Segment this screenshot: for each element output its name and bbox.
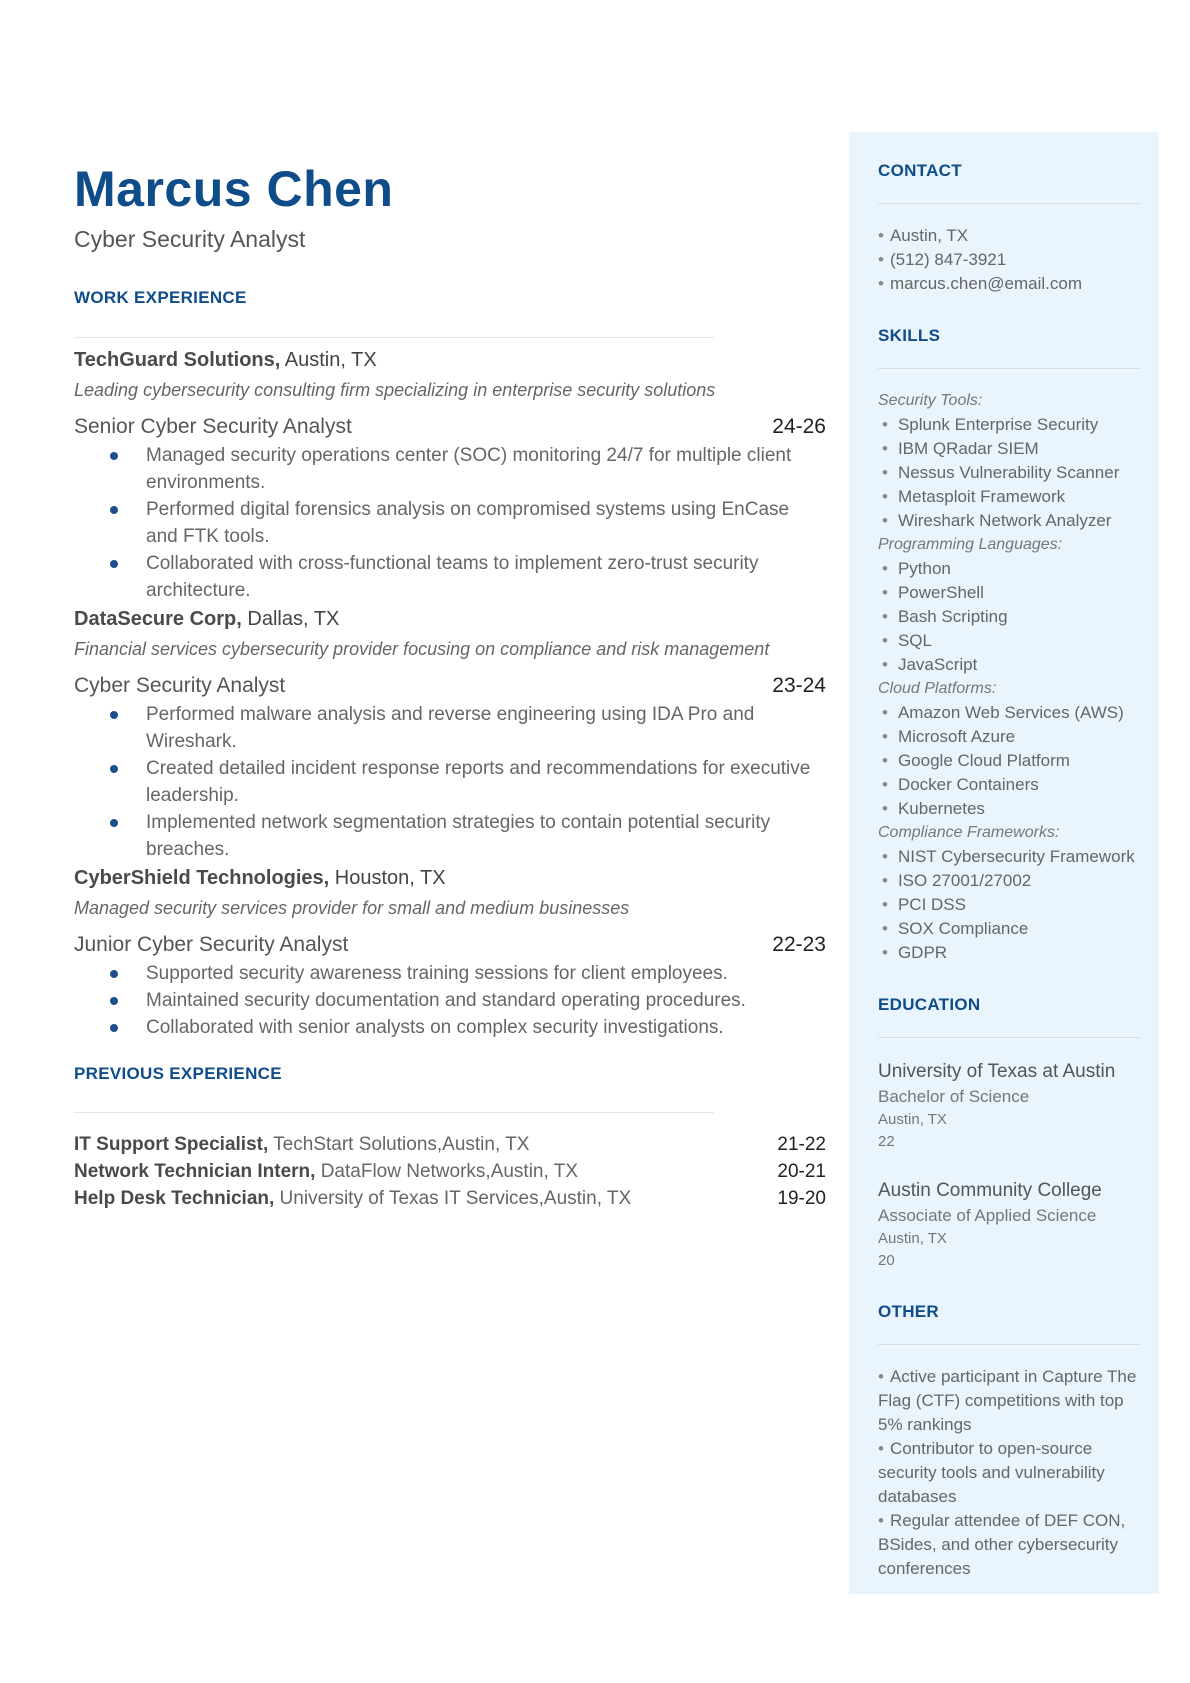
contact-email xyxy=(878,272,1140,296)
job-bullet-text: Maintained security documentation and standard operating procedures. xyxy=(146,990,746,1011)
job-role-row xyxy=(74,411,826,442)
job-bullets xyxy=(74,442,826,604)
job-entry xyxy=(74,863,826,1041)
other-item-text: Regular attendee of DEF CON, BSides, and other cybersecurity conferences xyxy=(878,1511,1126,1578)
skill-item-text: PCI DSS xyxy=(897,895,966,914)
job-bullet-text: Managed security operations center (SOC) monitoring 24/7 for multiple client environments. xyxy=(146,445,792,493)
skill-item xyxy=(878,485,1140,509)
job-company-line xyxy=(74,604,826,634)
job-company-line xyxy=(74,863,826,893)
other-item-text: Active participant in Capture The Flag (CTF) competitions with top 5% rankings xyxy=(878,1367,1137,1434)
job-location: Austin, TX xyxy=(280,349,377,371)
skill-item xyxy=(878,461,1140,485)
skill-item xyxy=(878,725,1140,749)
other-item-text: Contributor to open-source security tools and vulnerability databases xyxy=(878,1439,1105,1506)
previous-org: University of Texas IT Services,Austin, TX xyxy=(274,1188,632,1209)
education-year: 20 xyxy=(878,1252,895,1269)
education-year: 22 xyxy=(878,1133,895,1150)
previous-role-row xyxy=(74,1185,826,1212)
job-bullet xyxy=(110,496,826,550)
skill-item xyxy=(878,869,1140,893)
skill-item-text: JavaScript xyxy=(897,655,978,674)
job-location: Houston, TX xyxy=(329,867,446,889)
skills-heading: SKILLS xyxy=(878,326,941,345)
job-bullet-text: Performed malware analysis and reverse engineering using IDA Pro and Wireshark. xyxy=(146,704,755,752)
skill-item xyxy=(878,413,1140,437)
skill-item-text: NIST Cybersecurity Framework xyxy=(897,847,1135,866)
bullet-icon: • xyxy=(882,919,888,938)
skills-divider xyxy=(878,368,1140,369)
skill-item xyxy=(878,581,1140,605)
skill-item-text: Docker Containers xyxy=(897,775,1039,794)
skill-item xyxy=(878,653,1140,677)
previous-role: Help Desk Technician, xyxy=(74,1188,275,1209)
job-role: Junior Cyber Security Analyst xyxy=(74,933,349,956)
skill-item xyxy=(878,797,1140,821)
education-divider xyxy=(878,1037,1140,1038)
candidate-name: Marcus Chen xyxy=(74,161,394,217)
skill-item-text: IBM QRadar SIEM xyxy=(897,439,1039,458)
bullet-icon: • xyxy=(878,1439,884,1458)
job-bullet xyxy=(110,550,826,604)
bullet-icon: • xyxy=(878,1511,884,1530)
education-degree: Bachelor of Science xyxy=(878,1087,1030,1106)
skill-item xyxy=(878,557,1140,581)
bullet-icon: • xyxy=(878,250,884,269)
skill-item xyxy=(878,437,1140,461)
previous-years: 20-21 xyxy=(777,1161,826,1182)
skill-category: Programming Languages: xyxy=(878,536,1063,553)
skill-item-text: GDPR xyxy=(897,943,948,962)
job-bullet xyxy=(110,987,826,1014)
bullet-icon: • xyxy=(882,631,888,650)
bullet-dot-icon xyxy=(110,997,118,1005)
job-entry xyxy=(74,604,826,863)
job-bullet xyxy=(110,442,826,496)
sidebar-content xyxy=(878,132,1140,1581)
job-company-line xyxy=(74,345,826,375)
bullet-icon: • xyxy=(882,871,888,890)
job-tagline: Managed security services provider for small and medium businesses xyxy=(74,898,630,918)
previous-experience-heading: PREVIOUS EXPERIENCE xyxy=(74,1064,282,1083)
bullet-icon: • xyxy=(882,559,888,578)
skill-category: Compliance Frameworks: xyxy=(878,824,1060,841)
job-bullet-text: Collaborated with cross-functional teams to implement zero-trust security architecture. xyxy=(146,553,759,601)
bullet-icon: • xyxy=(882,727,888,746)
contact-divider xyxy=(878,203,1140,204)
bullet-icon: • xyxy=(882,583,888,602)
previous-role-row xyxy=(74,1158,826,1185)
bullet-icon: • xyxy=(882,943,888,962)
bullet-icon: • xyxy=(882,799,888,818)
education-entry xyxy=(878,1058,1140,1153)
bullet-dot-icon xyxy=(110,1024,118,1032)
skill-item-text: SQL xyxy=(897,631,932,650)
skill-item-text: Bash Scripting xyxy=(897,607,1008,626)
education-heading: EDUCATION xyxy=(878,995,981,1014)
job-bullet-text: Performed digital forensics analysis on compromised systems using EnCase and FTK tools. xyxy=(146,499,790,547)
previous-years: 19-20 xyxy=(777,1188,826,1209)
education-location: Austin, TX xyxy=(878,1111,947,1128)
job-bullet xyxy=(110,755,826,809)
education-entry xyxy=(878,1177,1140,1272)
other-item xyxy=(878,1437,1140,1509)
skill-item-text: Amazon Web Services (AWS) xyxy=(897,703,1124,722)
bullet-dot-icon xyxy=(110,711,118,719)
bullet-icon: • xyxy=(882,487,888,506)
skill-item xyxy=(878,509,1140,533)
bullet-dot-icon xyxy=(110,970,118,978)
previous-experience-divider xyxy=(74,1112,714,1113)
job-bullets xyxy=(74,701,826,863)
bullet-dot-icon xyxy=(110,765,118,773)
job-entry xyxy=(74,345,826,604)
other-item xyxy=(878,1365,1140,1437)
job-location: Dallas, TX xyxy=(241,608,340,630)
bullet-icon: • xyxy=(882,607,888,626)
other-item xyxy=(878,1509,1140,1581)
sidebar xyxy=(849,132,1159,1594)
skill-item xyxy=(878,629,1140,653)
bullet-dot-icon xyxy=(110,560,118,568)
candidate-title: Cyber Security Analyst xyxy=(74,226,306,252)
job-years: 22-23 xyxy=(772,933,826,956)
education-school: University of Texas at Austin xyxy=(878,1061,1116,1082)
skill-item xyxy=(878,917,1140,941)
skill-item-text: Metasploit Framework xyxy=(897,487,1066,506)
job-company: TechGuard Solutions, xyxy=(74,349,281,371)
job-tagline: Leading cybersecurity consulting firm specializing in enterprise security solutions xyxy=(74,380,716,400)
job-role-row xyxy=(74,670,826,701)
skill-item xyxy=(878,893,1140,917)
job-bullet-text: Collaborated with senior analysts on complex security investigations. xyxy=(146,1017,724,1038)
education-school: Austin Community College xyxy=(878,1180,1102,1201)
skill-item xyxy=(878,845,1140,869)
skill-item-text: SOX Compliance xyxy=(897,919,1029,938)
contact-phone xyxy=(878,248,1140,272)
bullet-icon: • xyxy=(882,463,888,482)
job-company: CyberShield Technologies, xyxy=(74,867,330,889)
job-bullet xyxy=(110,809,826,863)
job-tagline: Financial services cybersecurity provider focusing on compliance and risk management xyxy=(74,639,770,659)
skill-item-text: Wireshark Network Analyzer xyxy=(897,511,1112,530)
job-years: 23-24 xyxy=(772,674,826,697)
job-role: Cyber Security Analyst xyxy=(74,674,286,697)
contact-email-text: marcus.chen@email.com xyxy=(889,274,1082,293)
skill-item-text: Google Cloud Platform xyxy=(897,751,1070,770)
contact-location xyxy=(878,224,1140,248)
skill-item-text: ISO 27001/27002 xyxy=(897,871,1032,890)
other-divider xyxy=(878,1344,1140,1345)
skill-item-text: Nessus Vulnerability Scanner xyxy=(897,463,1120,482)
job-role-row xyxy=(74,929,826,960)
bullet-icon: • xyxy=(882,751,888,770)
skill-item xyxy=(878,701,1140,725)
other-heading: OTHER xyxy=(878,1302,939,1321)
job-bullet-text: Created detailed incident response reports and recommendations for executive leadership. xyxy=(146,758,811,806)
job-bullet-text: Supported security awareness training sessions for client employees. xyxy=(146,963,728,984)
job-years: 24-26 xyxy=(772,415,826,438)
bullet-icon: • xyxy=(882,775,888,794)
skill-item xyxy=(878,773,1140,797)
bullet-icon: • xyxy=(878,274,884,293)
job-bullet xyxy=(110,960,826,987)
previous-role: IT Support Specialist, xyxy=(74,1134,269,1155)
work-experience-heading: WORK EXPERIENCE xyxy=(74,288,247,307)
skill-item-text: Kubernetes xyxy=(897,799,985,818)
contact-heading: CONTACT xyxy=(878,161,962,180)
skill-item-text: PowerShell xyxy=(897,583,984,602)
contact-location-text: Austin, TX xyxy=(889,226,969,245)
previous-role: Network Technician Intern, xyxy=(74,1161,316,1182)
bullet-icon: • xyxy=(878,1367,884,1386)
bullet-icon: • xyxy=(882,703,888,722)
bullet-icon: • xyxy=(882,415,888,434)
skill-item-text: Python xyxy=(897,559,951,578)
bullet-icon: • xyxy=(882,511,888,530)
bullet-dot-icon xyxy=(110,819,118,827)
previous-org: TechStart Solutions,Austin, TX xyxy=(268,1134,530,1155)
bullet-icon: • xyxy=(882,439,888,458)
job-role: Senior Cyber Security Analyst xyxy=(74,415,352,438)
bullet-icon: • xyxy=(882,847,888,866)
previous-experience-list xyxy=(74,1131,826,1212)
job-bullets xyxy=(74,960,826,1041)
skill-item-text: Microsoft Azure xyxy=(897,727,1016,746)
skill-category: Cloud Platforms: xyxy=(878,680,997,697)
skill-item-text: Splunk Enterprise Security xyxy=(897,415,1099,434)
previous-years: 21-22 xyxy=(777,1134,826,1155)
skill-item xyxy=(878,749,1140,773)
job-bullet-text: Implemented network segmentation strategies to contain potential security breaches. xyxy=(146,812,771,860)
job-bullet xyxy=(110,701,826,755)
contact-phone-text: (512) 847-3921 xyxy=(889,250,1007,269)
skill-item xyxy=(878,605,1140,629)
bullet-icon: • xyxy=(882,895,888,914)
education-location: Austin, TX xyxy=(878,1230,947,1247)
job-list xyxy=(74,345,826,1041)
previous-role-row xyxy=(74,1131,826,1158)
work-experience-divider xyxy=(74,337,714,338)
job-bullet xyxy=(110,1014,826,1041)
skill-item xyxy=(878,941,1140,965)
bullet-icon: • xyxy=(878,226,884,245)
previous-org: DataFlow Networks,Austin, TX xyxy=(315,1161,578,1182)
skill-category: Security Tools: xyxy=(878,392,983,409)
bullet-dot-icon xyxy=(110,506,118,514)
bullet-icon: • xyxy=(882,655,888,674)
job-company: DataSecure Corp, xyxy=(74,608,242,630)
education-degree: Associate of Applied Science xyxy=(878,1206,1097,1225)
bullet-dot-icon xyxy=(110,452,118,460)
